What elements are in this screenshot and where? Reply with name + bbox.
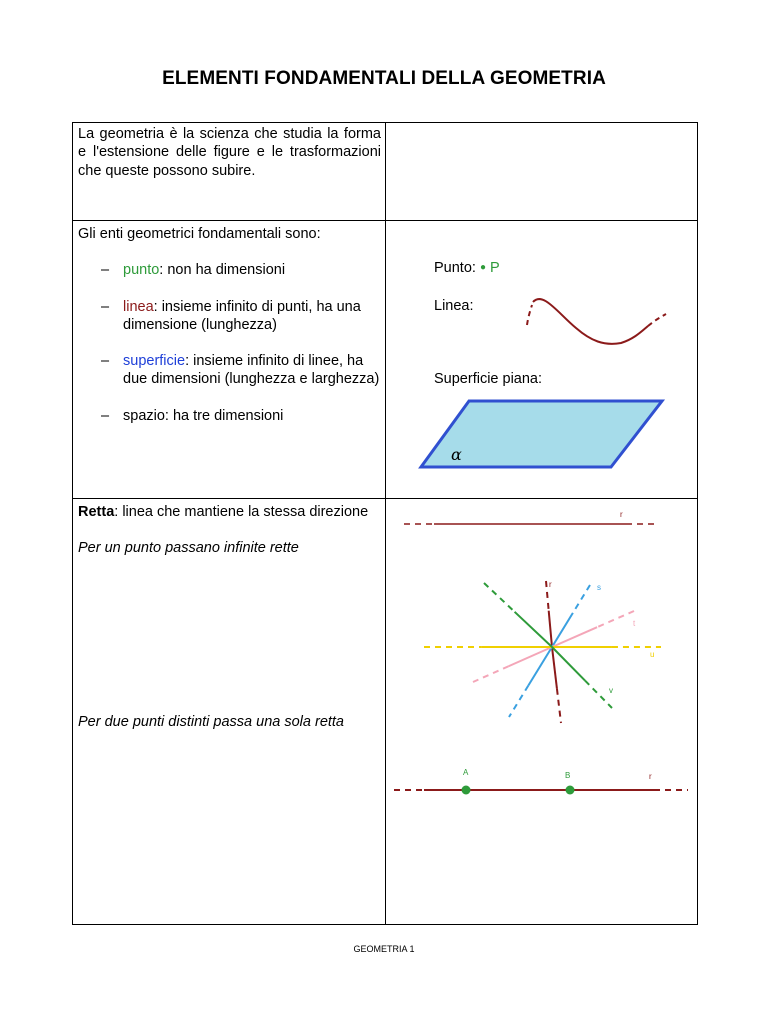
term-retta: Retta xyxy=(78,504,115,520)
empty-cell xyxy=(386,123,698,221)
infinite-lines-text: Per un punto passano infinite rette xyxy=(78,540,299,557)
table-row xyxy=(73,221,698,499)
page-footer: GEOMETRIA 1 xyxy=(353,944,415,954)
retta-definition: Retta: linea che mantiene la stessa direzione xyxy=(78,504,369,520)
pencil-label-t: t xyxy=(633,619,636,628)
entities-intro: Gli enti geometrici fondamentali sono: xyxy=(78,226,321,242)
point-dot-icon: ● xyxy=(479,262,486,273)
list-item: – punto: non ha dimensioni xyxy=(101,262,286,279)
pencil-line-t-seg-3 xyxy=(473,666,509,682)
definition-cell xyxy=(73,123,386,221)
point-b xyxy=(566,786,575,795)
pencil-line-v-seg-2 xyxy=(552,647,585,681)
pencil-line-s-seg-0 xyxy=(573,585,590,613)
pencil-line-t-seg-0 xyxy=(597,611,634,627)
line-ab-label: r xyxy=(649,772,652,781)
point-b-label: B xyxy=(565,771,571,780)
entities-figure-cell xyxy=(386,221,698,499)
pencil-line-r-seg-2 xyxy=(552,647,557,689)
plane-name: α xyxy=(451,445,462,464)
curve-dashed-end xyxy=(648,314,666,326)
term-linea: linea xyxy=(123,298,154,315)
term-superficie: superficie xyxy=(123,353,186,370)
pencil-of-lines xyxy=(424,581,661,723)
curve-dashed-start xyxy=(527,305,532,325)
table-row xyxy=(73,123,698,221)
entities-figure xyxy=(386,221,697,499)
point-a xyxy=(462,786,471,795)
pencil-line-v-seg-1 xyxy=(515,612,552,647)
lines-text-cell xyxy=(73,499,386,925)
pencil-label-v: v xyxy=(609,686,613,695)
curve-line xyxy=(533,299,648,344)
list-item: – linea: insieme infinito di punti, ha una dimensione (lunghezza) xyxy=(101,298,361,333)
page-title: ELEMENTI FONDAMENTALI DELLA GEOMETRIA xyxy=(162,68,606,89)
pencil-line-v-seg-3 xyxy=(585,681,612,708)
entities-list xyxy=(78,261,381,425)
content-table xyxy=(72,122,698,925)
linea-label: Linea: xyxy=(434,298,474,314)
pencil-label-r: r xyxy=(549,580,552,589)
punto-label: Punto: ● P xyxy=(434,260,500,276)
pencil-line-r-seg-3 xyxy=(557,689,561,723)
table-row xyxy=(73,499,698,925)
line-r-label: r xyxy=(620,510,623,519)
superficie-label: Superficie piana: xyxy=(434,371,543,387)
pencil-label-u: u xyxy=(650,650,655,659)
lines-figure-cell xyxy=(386,499,698,925)
entities-cell xyxy=(73,221,386,499)
lines-figure xyxy=(386,499,697,925)
pencil-line-v-seg-0 xyxy=(484,583,515,612)
pencil-line-s-seg-3 xyxy=(509,686,528,718)
list-item: – superficie: insieme infinito di linee, ha due dimensioni (lunghezza e larghezza) xyxy=(101,353,380,388)
point-a-label: A xyxy=(463,768,469,777)
definition-text: La geometria è la scienza che studia la forma e l'estensione delle figure e le trasformazioni che queste possono subire. xyxy=(78,126,381,179)
point-name: P xyxy=(490,260,500,276)
list-item: – spazio: ha tre dimensioni xyxy=(101,407,284,424)
unique-line-text: Per due punti distinti passa una sola retta xyxy=(78,713,344,730)
pencil-line-r-seg-1 xyxy=(549,611,552,647)
pencil-label-s: s xyxy=(597,583,601,592)
term-punto: punto xyxy=(123,262,160,279)
